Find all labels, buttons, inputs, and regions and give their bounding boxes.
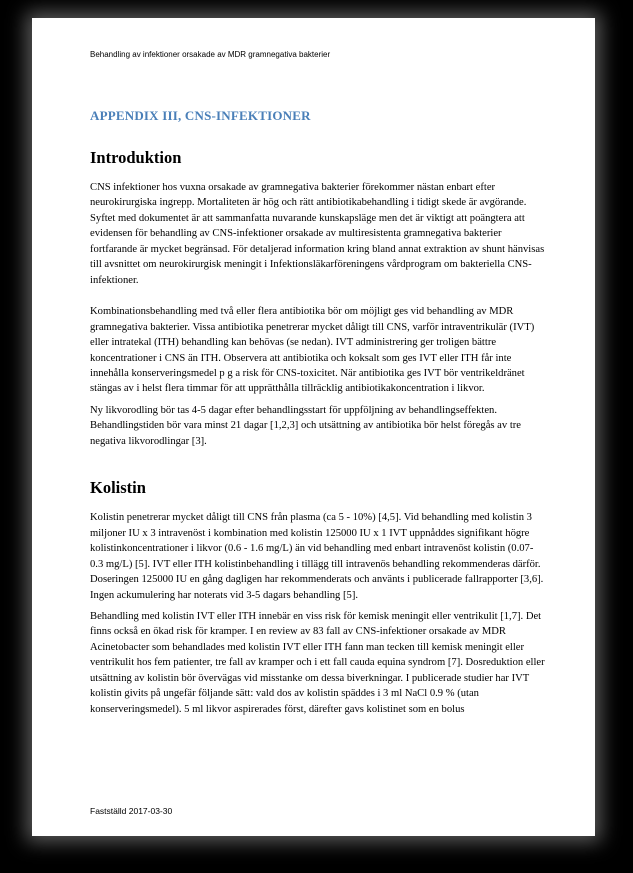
page-footer: Fastställd 2017-03-30: [90, 806, 173, 816]
paragraph-kolistin-1: Kolistin penetrerar mycket dåligt till CNS från plasma (ca 5 - 10%) [4,5]. Vid behandling med kolistin 3 miljoner IU x 3 intravenöst i kombination med kolistin 125000 IU x 1 IVT uppnåddes signifikant högre kolistinkoncentrationer i likvor (0.6 - 1.6 mg/L) än vid behandling med enbart intravenöst kolistin (0.07- 0.3 mg/L) [5]. IVT eller ITH kolistinbehandling i tillägg till intravenös behandling rekommenderas därför. Doseringen 125000 IU en gång dagligen har rekommenderats och använts i publicerade fallrapporter [3,6]. Ingen ackumulering har noterats vid 3-5 dagars behandling [5].: [90, 512, 544, 601]
paragraph-intro-2: Kombinationsbehandling med två eller flera antibiotika bör om möjligt ges vid behandling av MDR gramnegativa bakterier. Vissa antibiotika penetrerar mycket dåligt till CNS, varför intraventrikulär (IVT) eller intratekal (ITH) behandling kan behövas (se nedan). IVT administrering ger troligen bättre koncentrationer i CNS än ITH. Observera att antibiotika och koksalt som ges IVT eller ITH får inte innehålla konserveringsmedel p g a risk för CNS-toxicitet. När antibiotika ges IVT bör ventrikeldränet stängas av i helst flera timmar för att upprätthålla tillräcklig antibiotikakoncentration i likvor.: [90, 306, 535, 395]
paragraph-intro-1: CNS infektioner hos vuxna orsakade av gramnegativa bakterier förekommer nästan enbart efter neurokirurgiska ingrepp. Mortaliteten är hög och rätt antibiotikabehandling i tidigt skede är avgörande. Syftet med dokumentet är att sammanfatta nuvarande kunskapsläge men det är viktigt att poängtera att evidensen för behandling av CNS-infektioner orsakade av multiresistenta gramnegativa bakterier fortfarande är mycket begränsad. För detaljerad information kring bland annat extraktion av shunt hänvisas till avsnittet om neurokirurgisk meningit i Infektionsläkarföreningens vårdprogram om bakteriella CNS-infektioner.: [90, 182, 545, 286]
section-heading-introduktion: Introduktion: [90, 148, 182, 167]
paragraph-intro-3: Ny likvorodling bör tas 4-5 dagar efter behandlingsstart för uppföljning av behandlingseffekten. Behandlingstiden bör vara minst 21 dagar [1,2,3] och utsättning av antibiotika bör helst föregås av tre negativa likvorodlingar [3].: [90, 404, 521, 447]
document-page: [32, 18, 595, 836]
paragraph-kolistin-2: Behandling med kolistin IVT eller ITH innebär en viss risk för kemisk meningit eller ventrikulit [1,7]. Det finns också en ökad risk för kramper. I en review av 83 fall av CNS-infektioner orsakade av MDR Acinetobacter som behandlades med kolistin IVT eller ITH fann man tecken till kemisk meningit eller ventrikulit hos fem patienter, tre fall av kramper och i ett fall cauda equina syndrom [7]. Dosreduktion eller utsättning av kolistin bör övervägas vid misstanke om dessa biverkningar. I publicerade studier har IVT kolistin givits på ungefär följande sätt: vald dos av kolistin späddes i 3 ml NaCl 0.9 % (utan konserveringsmedel). 5 ml likvor aspirerades först, därefter gavs kolistinet som en bolus: [90, 610, 545, 715]
running-header: Behandling av infektioner orsakade av MDR gramnegativa bakterier: [90, 50, 331, 59]
appendix-title: APPENDIX III, CNS-INFEKTIONER: [90, 108, 311, 123]
section-heading-kolistin: Kolistin: [90, 478, 146, 498]
page-content: [90, 108, 548, 717]
